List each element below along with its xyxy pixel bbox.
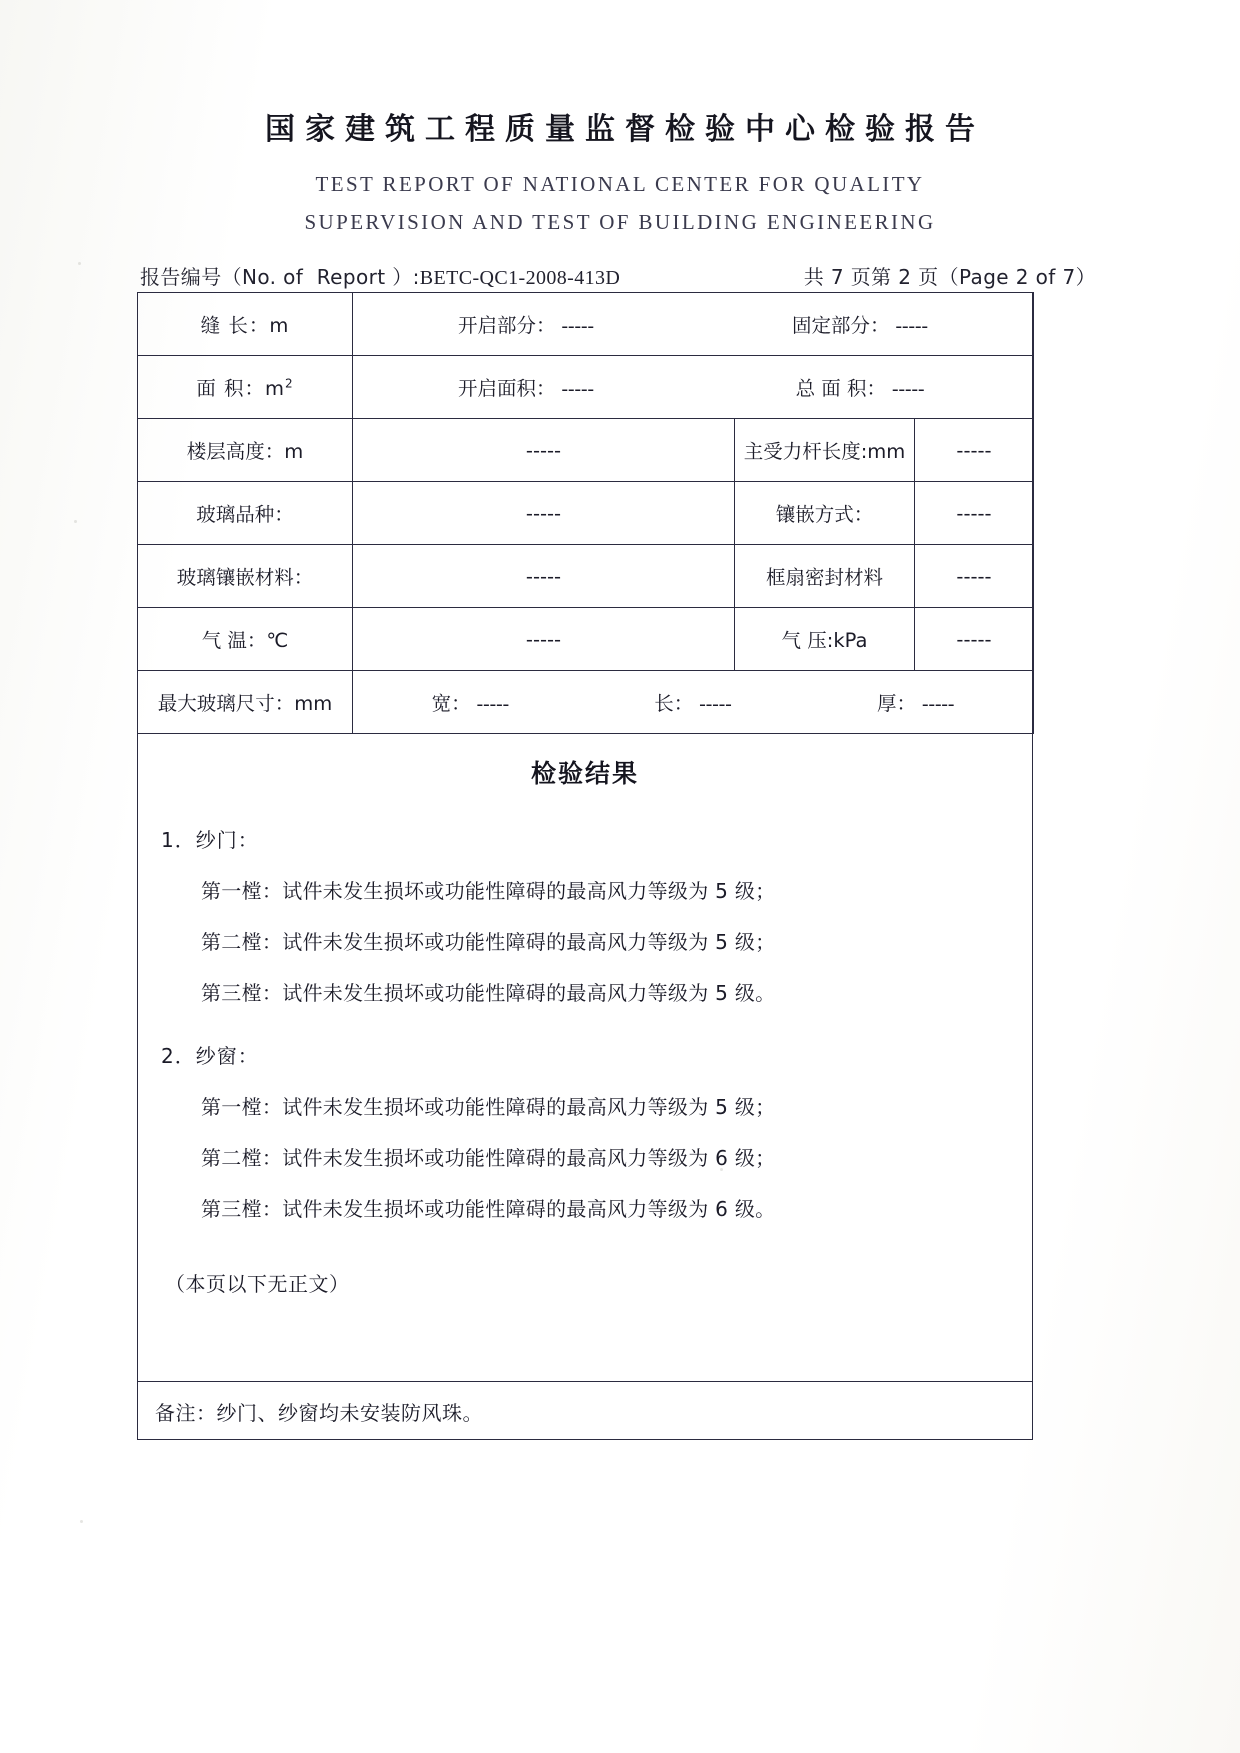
open-area-label: 开启面积： xyxy=(458,377,556,400)
open-part-label: 开启部分： xyxy=(458,314,556,337)
results-group-screen-door-heading: 1．纱门： xyxy=(161,828,259,852)
row-label-glazing-material: 玻璃镶嵌材料： xyxy=(138,545,353,608)
total-area-label: 总 面 积： xyxy=(795,377,886,400)
no-further-text-note: （本页以下无正文） xyxy=(165,1272,350,1296)
row-label-seam-length: 缝 长：m xyxy=(138,293,353,356)
result-item: 第二樘：试件未发生损坏或功能性障碍的最高风力等级为 5 级； xyxy=(201,930,776,954)
scan-speck xyxy=(74,520,77,523)
glass-length-label: 长： xyxy=(654,692,694,715)
report-number-label: 报告编号（No. of Report ）: xyxy=(140,265,420,289)
scan-speck xyxy=(78,262,81,265)
row-value-air-pressure: ----- xyxy=(915,608,1034,671)
row-value-air-temperature: ----- xyxy=(353,608,735,671)
row-label-area-superscript: 2 xyxy=(285,376,294,391)
glass-thickness-value: ----- xyxy=(921,694,955,715)
page-subtitle-line1: TEST REPORT OF NATIONAL CENTER FOR QUALITY xyxy=(315,172,925,196)
row-label-area-text: 面 积：m xyxy=(196,377,286,400)
row-value-glass-type: ----- xyxy=(353,482,735,545)
report-reference-line xyxy=(140,261,1100,290)
test-results-title: 检验结果 xyxy=(530,759,639,788)
open-part-value: ----- xyxy=(561,316,594,337)
result-item: 第三樘：试件未发生损坏或功能性障碍的最高风力等级为 5 级。 xyxy=(201,981,776,1005)
total-area-value: ----- xyxy=(891,379,925,400)
row-value-glazing-method: ----- xyxy=(915,482,1034,545)
glass-thickness-label: 厚： xyxy=(876,692,916,715)
test-results-section xyxy=(139,716,1031,1381)
result-item: 第二樘：试件未发生损坏或功能性障碍的最高风力等级为 6 级； xyxy=(201,1146,776,1170)
page-info: 共 7 页第 2 页（Page 2 of 7） xyxy=(803,265,1096,289)
glass-width-value: ----- xyxy=(476,694,510,715)
result-item: 第三樘：试件未发生损坏或功能性障碍的最高风力等级为 6 级。 xyxy=(201,1197,776,1221)
row-value-glazing-material: ----- xyxy=(353,545,735,608)
result-item: 第一樘：试件未发生损坏或功能性障碍的最高风力等级为 5 级； xyxy=(201,879,776,903)
page-title: 国家建筑工程质量监督检验中心检验报告 xyxy=(265,112,985,147)
report-number xyxy=(140,261,620,290)
glass-width-label: 宽： xyxy=(431,692,471,715)
row-label-air-temperature: 气 温：℃ xyxy=(138,608,353,671)
row-label-air-pressure: 气 压:kPa xyxy=(735,608,915,671)
row-value-floor-height: ----- xyxy=(353,419,735,482)
result-item: 第一樘：试件未发生损坏或功能性障碍的最高风力等级为 5 级； xyxy=(201,1095,776,1119)
page-subtitle-line2: SUPERVISION AND TEST OF BUILDING ENGINEERING xyxy=(304,210,936,234)
row-value-frame-sash-sealing-material: ----- xyxy=(915,545,1034,608)
row-label-glazing-method: 镶嵌方式： xyxy=(735,482,915,545)
scan-speck xyxy=(80,1520,83,1523)
row-label-max-glass-size: 最大玻璃尺寸：mm xyxy=(138,671,353,734)
open-area-value: ----- xyxy=(561,379,594,400)
fixed-part-value: ----- xyxy=(895,316,929,337)
results-group-screen-window-heading: 2．纱窗： xyxy=(161,1044,259,1068)
row-label-floor-height: 楼层高度：m xyxy=(138,419,353,482)
report-number-value: BETC-QC1-2008-413D xyxy=(419,267,621,289)
glass-length-value: ----- xyxy=(699,694,732,715)
row-label-glass-type: 玻璃品种： xyxy=(138,482,353,545)
row-label-frame-sash-sealing-material: 框扇密封材料 xyxy=(735,545,915,608)
row-label-main-bar-length: 主受力杆长度:mm xyxy=(735,419,915,482)
remark-row: 备注：纱门、纱窗均未安装防风珠。 xyxy=(155,1400,483,1425)
fixed-part-label: 固定部分： xyxy=(792,314,890,337)
row-value-main-bar-length: ----- xyxy=(915,419,1034,482)
